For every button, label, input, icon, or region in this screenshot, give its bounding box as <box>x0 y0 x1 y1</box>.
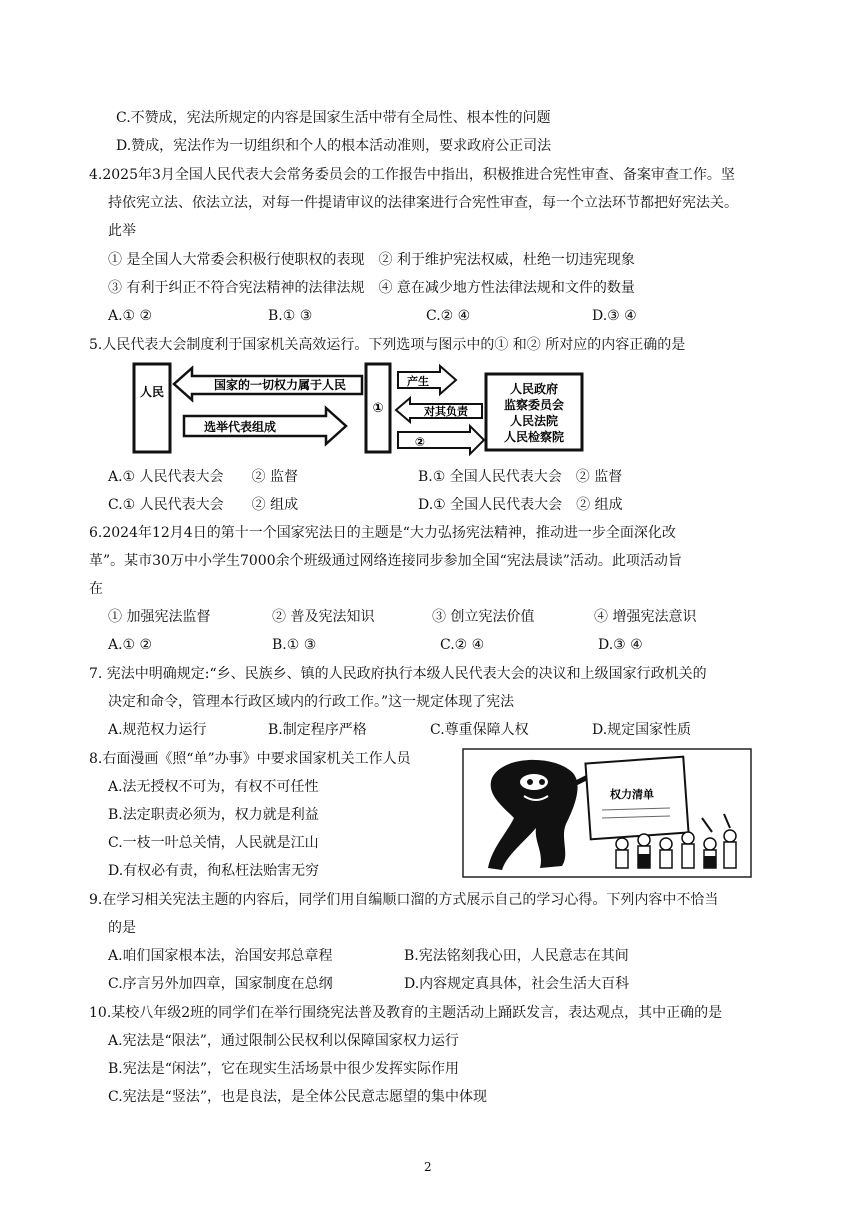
question-7-option-a: A.规范权力运行 <box>108 722 207 738</box>
option-d-prev: D.赞成，宪法作为一切组织和个人的根本活动准则，要求政府公正司法 <box>116 138 552 154</box>
diagram-box-2: ② <box>414 435 426 449</box>
question-10-option-c: C.宪法是“竖法”，也是良法，是全体公民意志愿望的集中体现 <box>108 1089 487 1105</box>
question-5-option-b: B.① 全国人民代表大会 ② 监督 <box>418 469 623 485</box>
question-4-option-d: D.③ ④ <box>592 308 637 324</box>
question-5-line-1: 5.人民代表大会制度利于国家机关高效运行。下列选项与图示中的① 和② 所对应的内容正确的是 <box>89 337 686 353</box>
question-5-option-c: C.① 人民代表大会 ② 组成 <box>108 497 299 513</box>
question-8-option-d: D.有权必有责，徇私枉法贻害无穷 <box>108 863 320 879</box>
question-6-statement-3: ③ 创立宪法价值 <box>432 609 535 625</box>
diagram-arrow-responsible: 对其负责 <box>424 405 468 418</box>
question-8-line-1: 8.右面漫画《照“单”办事》中要求国家机关工作人员 <box>89 751 411 767</box>
diagram-people-char-1: 人民 <box>139 385 165 399</box>
question-6-statement-1: ① 加强宪法监督 <box>108 609 211 625</box>
cartoon-sign-label: 权力清单 <box>610 788 654 801</box>
question-10-line-1: 10.某校八年级2班的同学们在举行围绕宪法普及教育的主题活动上踊跃发言，表达观点，其中正确的是 <box>89 1005 723 1021</box>
question-4-line-2: 持依宪立法、依法立法，对每一件提请审议的法律案进行合宪性审查，每一个立法环节都把好宪法关。 <box>108 195 738 211</box>
question-7-line-2: 决定和命令，管理本行政区域内的行政工作。”这一规定体现了宪法 <box>108 694 515 710</box>
question-8-option-a: A.法无授权不可为，有权不可任性 <box>108 779 319 795</box>
question-10-option-b: B.宪法是“闲法”，它在现实生活场景中很少发挥实际作用 <box>108 1061 460 1077</box>
question-9-option-b: B.宪法铭刻我心田，人民意志在其间 <box>404 948 629 964</box>
question-6-option-a: A.① ② <box>108 637 153 653</box>
question-10-option-a: A.宪法是“限法”，通过限制公民权利以保障国家权力运行 <box>108 1033 459 1049</box>
question-9-line-1: 9.在学习相关宪法主题的内容后，同学们用自编顺口溜的方式展示自己的学习心得。下列内容中不恰当 <box>89 892 719 908</box>
question-6-option-b: B.① ③ <box>272 637 317 653</box>
question-9-option-c: C.序言另外加四章，国家制度在总纲 <box>108 976 333 992</box>
question-9-option-a: A.咱们国家根本法，治国安邦总章程 <box>108 948 333 964</box>
question-6-statement-4: ④ 增强宪法意识 <box>594 609 697 625</box>
question-8-option-b: B.法定职责必须为，权力就是利益 <box>108 807 319 823</box>
question-4-statement-1: ① 是全国人大常委会积极行使职权的表现 ② 利于维护宪法权威，杜绝一切违宪现象 <box>108 252 635 268</box>
question-7-option-d: D.规定国家性质 <box>592 722 692 738</box>
npc-system-diagram <box>130 360 590 460</box>
question-7-option-c: C.尊重保障人权 <box>430 722 529 738</box>
question-4-option-c: C.② ④ <box>426 308 471 324</box>
question-7-option-b: B.制定程序严格 <box>268 722 367 738</box>
question-6-option-c: C.② ④ <box>440 637 485 653</box>
question-4-line-3: 此举 <box>108 223 136 239</box>
diagram-organ-government: 人民政府 <box>509 382 559 396</box>
question-4-option-b: B.① ③ <box>268 308 313 324</box>
question-4-option-a: A.① ② <box>108 308 153 324</box>
diagram-arrow-bottom-label: 选举代表组成 <box>203 420 277 434</box>
question-5-option-a: A.① 人民代表大会 ② 监督 <box>108 469 299 485</box>
question-9-line-2: 的是 <box>108 920 136 936</box>
option-c-prev: C.不赞成，宪法所规定的内容是国家生活中带有全局性、根本性的问题 <box>116 110 551 126</box>
diagram-arrow-top-label: 国家的一切权力属于人民 <box>213 378 347 392</box>
question-6-line-1: 6.2024年12月4日的第十一个国家宪法日的主题是“大力弘扬宪法精神，推动进一步全面深化改 <box>89 525 676 541</box>
page-number: 2 <box>424 1160 432 1174</box>
question-8-option-c: C.一枝一叶总关情，人民就是江山 <box>108 835 319 851</box>
diagram-box-1: ① <box>372 401 384 416</box>
question-6-line-2: 革”。某市30万中小学生7000余个班级通过网络连接同步参加全国“宪法晨读”活动。此项活动旨 <box>89 553 682 569</box>
question-9-option-d: D.内容规定真具体，社会生活大百科 <box>404 976 630 992</box>
question-4-statement-2: ③ 有利于纠正不符合宪法精神的法律法规 ④ 意在减少地方性法律法规和文件的数量 <box>108 280 635 296</box>
question-7-line-1: 7. 宪法中明确规定:“乡、民族乡、镇的人民政府执行本级人民代表大会的决议和上级国家行政机关的 <box>89 666 707 682</box>
question-4-line-1: 4.2025年3月全国人民代表大会常务委员会的工作报告中指出，积极推进合宪性审查、备案审查工作。坚 <box>89 167 735 183</box>
question-6-statement-2: ② 普及宪法知识 <box>272 609 375 625</box>
diagram-organ-procuratorate: 人民检察院 <box>503 430 565 444</box>
diagram-organ-supervision: 监察委员会 <box>503 398 565 412</box>
question-6-line-3: 在 <box>89 581 103 597</box>
question-6-option-d: D.③ ④ <box>598 637 643 653</box>
diagram-arrow-produce: 产生 <box>407 375 429 388</box>
question-5-option-d: D.① 全国人民代表大会 ② 组成 <box>418 497 623 513</box>
diagram-organ-court: 人民法院 <box>509 414 559 428</box>
cartoon-power-list <box>462 748 752 878</box>
